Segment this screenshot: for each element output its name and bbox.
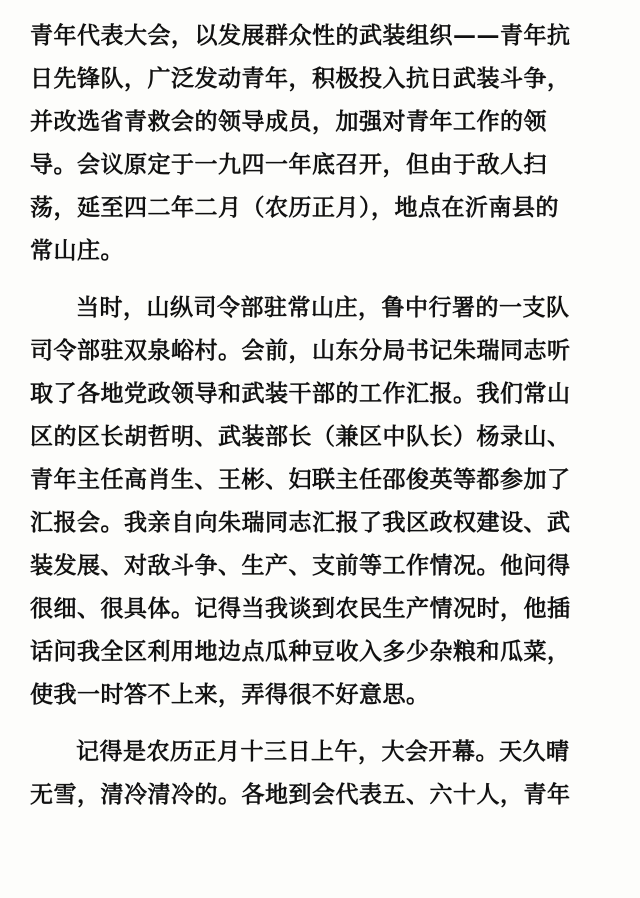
paragraph-gap — [30, 716, 615, 730]
text-line: 无雪，清冷清冷的。各地到会代表五、六十人，青年 — [30, 781, 571, 808]
text-line: 区的区长胡哲明、武装部长（兼区中队长）杨录山、 — [30, 423, 571, 450]
text-line: 取了各地党政领导和武装干部的工作汇报。我们常山 — [30, 380, 571, 407]
text-line: 青年代表大会，以发展群众性的武装组织——青年抗 — [30, 22, 571, 49]
text-line: 并改选省青救会的领导成员，加强对青年工作的领 — [30, 108, 547, 135]
text-line: 导。会议原定于一九四一年底召开，但由于敌人扫 — [30, 151, 547, 178]
text-line: 汇报会。我亲自向朱瑞同志汇报了我区政权建设、武 — [30, 509, 571, 536]
text-line: 青年主任高肖生、王彬、妇联主任邵俊英等都参加了 — [30, 466, 571, 493]
text-line: 日先锋队，广泛发动青年，积极投入抗日武装斗争， — [30, 65, 571, 92]
text-line: 话问我全区利用地边点瓜种豆收入多少杂粮和瓜菜， — [30, 638, 571, 665]
text-line: 很细、很具体。记得当我谈到农民生产情况时，他插 — [30, 595, 571, 622]
body-text — [30, 14, 615, 816]
text-line: 装发展、对敌斗争、生产、支前等工作情况。他问得 — [30, 552, 571, 579]
text-line: 当时，山纵司令部驻常山庄，鲁中行署的一支队 — [76, 294, 570, 321]
text-line: 使我一时答不上来，弄得很不好意思。 — [30, 681, 430, 708]
paragraph-gap — [30, 272, 615, 286]
text-line: 常山庄。 — [30, 237, 124, 264]
text-line: 记得是农历正月十三日上午，大会开幕。天久晴 — [76, 738, 570, 765]
text-line: 司令部驻双泉峪村。会前，山东分局书记朱瑞同志听 — [30, 337, 571, 364]
text-line: 荡，延至四二年二月（农历正月），地点在沂南县的 — [30, 194, 559, 221]
